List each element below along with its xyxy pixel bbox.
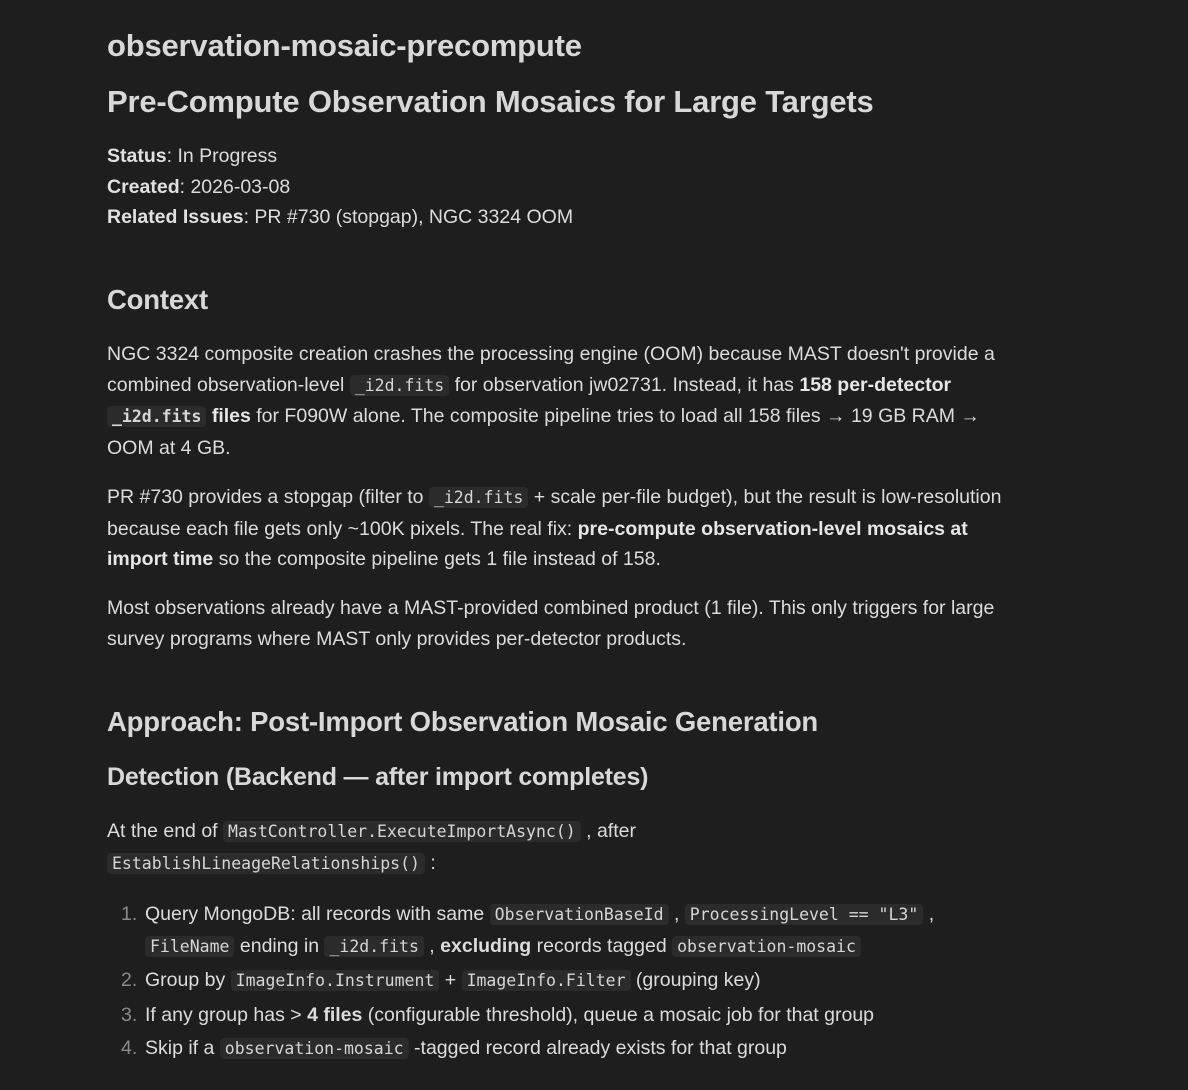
status-label: Status — [107, 145, 167, 167]
list-item: 3. If any group has > 4 files (configurable threshold), queue a mosaic job for that group — [121, 1003, 875, 1026]
inline-code: MastController.ExecuteImportAsync() — [223, 821, 581, 842]
context-heading: Context — [107, 284, 208, 315]
inline-code: observation-mosaic — [220, 1038, 409, 1059]
inline-code: _i2d.fits — [324, 936, 423, 957]
related-issues-line — [107, 202, 573, 233]
status-line — [107, 141, 573, 172]
context-paragraph-2: PR #730 provides a stopgap (filter to _i2d.fits + scale per-file budget), but the result is low-resolution because each file gets only ~100K pixels. The real fix: pre-compute observation-level mosaics at import time so the composite pipeline gets 1 file instead of 158. — [107, 486, 1002, 570]
inline-code: ImageInfo.Filter — [462, 970, 631, 991]
inline-code: EstablishLineageRelationships() — [107, 853, 425, 874]
context-paragraph-3: Most observations already have a MAST-provided combined product (1 file). This only triggers for large survey programs where MAST only provides per-detector products. — [107, 597, 995, 650]
related-issues-value: : PR #730 (stopgap), NGC 3324 OOM — [243, 206, 574, 228]
list-item: 4. Skip if a observation-mosaic -tagged record already exists for that group — [121, 1037, 787, 1059]
created-value: : 2026-03-08 — [179, 175, 291, 198]
inline-code: FileName — [145, 936, 234, 957]
file-title: observation-mosaic-precompute — [107, 28, 582, 63]
inline-code: _i2d.fits — [429, 487, 528, 508]
created-line — [107, 172, 573, 203]
list-item: 1. Query MongoDB: all records with same ObservationBaseId , ProcessingLevel == "L3" , FileName ending in _i2d.fits , excluding records tagged observation-mosaic — [121, 903, 935, 957]
detection-heading: Detection (Backend — after import completes) — [107, 763, 649, 791]
inline-code: ProcessingLevel == "L3" — [685, 904, 923, 925]
inline-code: ImageInfo.Instrument — [231, 970, 440, 991]
metadata-block — [107, 141, 573, 233]
inline-code: _i2d.fits — [107, 406, 206, 427]
approach-intro: At the end of MastController.ExecuteImportAsync() , after EstablishLineageRelationships() : — [107, 820, 636, 874]
related-issues-label: Related Issues — [107, 206, 244, 228]
status-value: : In Progress — [166, 145, 278, 167]
context-paragraph-1: NGC 3324 composite creation crashes the processing engine (OOM) because MAST doesn't provide a combined observation-level _i2d.fits for observation jw02731. Instead, it has 158 per-detector _i2d.fits files for F090W alone. The composite pipeline tries to load all 158 files → 19 GB RAM → OOM at 4 GB. — [107, 343, 995, 459]
created-label: Created — [107, 175, 180, 198]
inline-code: ObservationBaseId — [490, 904, 669, 925]
list-item: 2. Group by ImageInfo.Instrument + ImageInfo.Filter (grouping key) — [121, 969, 761, 991]
detection-steps-list — [107, 899, 1025, 1068]
inline-code: observation-mosaic — [672, 936, 861, 957]
page-title: Pre-Compute Observation Mosaics for Large Targets — [107, 84, 874, 119]
inline-code: _i2d.fits — [350, 375, 449, 396]
approach-heading: Approach: Post-Import Observation Mosaic Generation — [107, 706, 819, 737]
